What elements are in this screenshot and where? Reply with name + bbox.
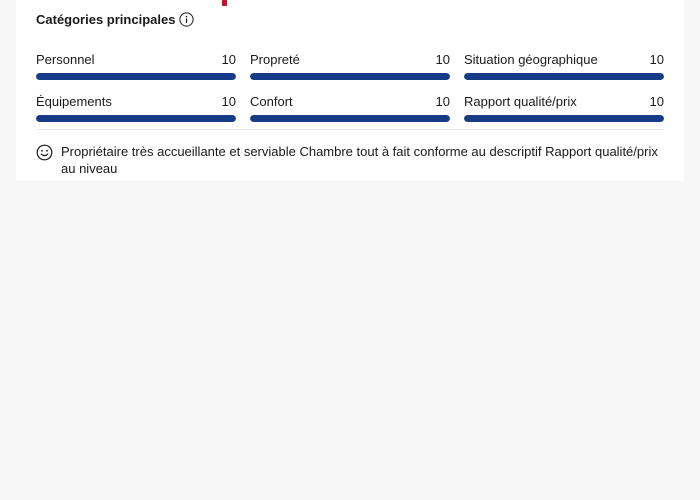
review-categories-card (16, 0, 684, 181)
category-label: Rapport qualité/prix (464, 94, 577, 109)
info-icon[interactable] (179, 12, 194, 27)
category-confort (250, 94, 450, 124)
category-equipements (36, 94, 236, 124)
section-title: Catégories principales (36, 12, 176, 27)
category-bar (464, 115, 664, 122)
category-score: 10 (649, 94, 664, 109)
category-bar (36, 73, 236, 80)
category-bar (36, 115, 236, 122)
category-bar-fill (464, 73, 664, 80)
category-proprete (250, 52, 450, 82)
category-bar-fill (36, 73, 236, 80)
category-bar (464, 73, 664, 80)
section-header (36, 12, 194, 27)
smile-icon (36, 144, 53, 161)
accent-mark (222, 0, 227, 6)
category-bar (250, 115, 450, 122)
category-label: Personnel (36, 52, 95, 67)
category-score: 10 (435, 94, 450, 109)
review-text: Propriétaire très accueillante et serviable Chambre tout à fait conforme au descriptif Rapport qualité/prix au niveau (61, 144, 658, 176)
category-label: Équipements (36, 94, 112, 109)
category-rapport-qualite-prix (464, 94, 664, 124)
category-score: 10 (221, 94, 236, 109)
category-bar-fill (36, 115, 236, 122)
category-bar-fill (250, 73, 450, 80)
category-label: Propreté (250, 52, 300, 67)
category-label: Confort (250, 94, 293, 109)
category-score: 10 (435, 52, 450, 67)
category-situation-geographique (464, 52, 664, 82)
divider (36, 129, 664, 130)
category-bar (250, 73, 450, 80)
category-personnel (36, 52, 236, 82)
category-score: 10 (221, 52, 236, 67)
category-bar-fill (464, 115, 664, 122)
category-bar-fill (250, 115, 450, 122)
category-score: 10 (649, 52, 664, 67)
review-snippet (36, 143, 664, 177)
category-label: Situation géographique (464, 52, 598, 67)
